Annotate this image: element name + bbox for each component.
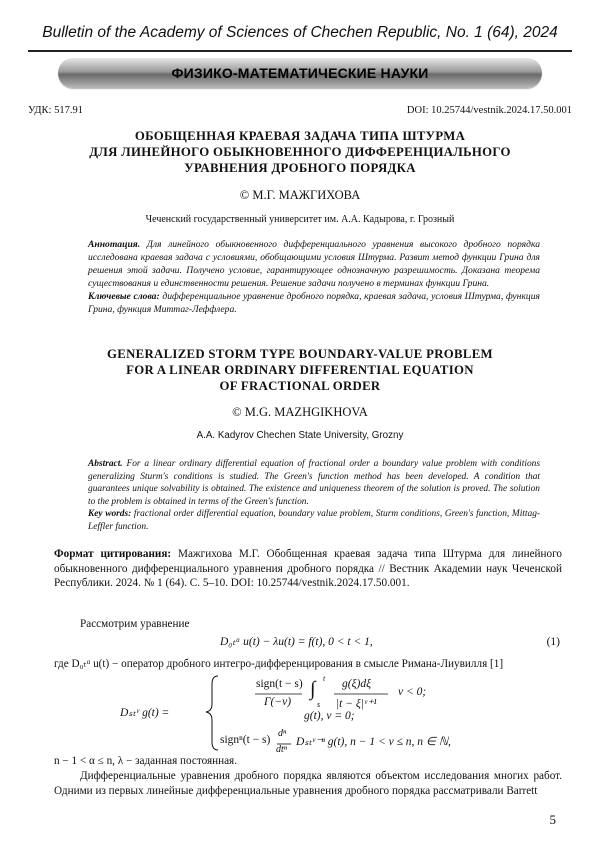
title-en-line: FOR A LINEAR ORDINARY DIFFERENTIAL EQUATION — [126, 363, 474, 377]
operator-definition-text: где D₀ₜᵅ u(t) − оператор дробного интегро-дифференцирования в смысле Римана-Лиувилля [1] — [54, 658, 504, 670]
citation-block — [54, 547, 562, 591]
formula-case1-numerator: sign(t − s) — [256, 678, 303, 690]
abstract-ru-text: Для линейного обыкновенного дифференциального уравнения высокого дробного порядка исследована краевая задача с условиями, обобщающими условия Штурма. Развит метод функции Грина для решения этой задачи. Получено условие, гарантирующее однозначную разрешимость. Доказана теорема существования и единственности решения. Решение задачи получено в терминах функции Грина. — [88, 239, 540, 289]
formula-integral-lower: s — [317, 700, 321, 709]
keywords-en-label: Key words: — [88, 509, 132, 519]
abstract-ru-label: Аннотация. — [88, 239, 141, 250]
udc-code: УДК: 517.91 — [28, 105, 83, 116]
formula-case1-denominator: Γ(−ν) — [264, 696, 292, 708]
author-en: © M.G. MAZHGIKHOVA — [232, 405, 368, 419]
keywords-ru-label: Ключевые слова: — [88, 291, 160, 302]
citation-text: Мажгихова М.Г. Обобщенная краевая задача типа Штурма для линейного обыкновенного дифференциального уравнения дробного порядка // Вестник Академии наук Чеченской Республики. 2024. № 1 (64). С. 5–10. DOI: 10.25744/vestnik.2024.17.50.001. — [54, 548, 563, 589]
formula-case1-frac-denominator: |t − ξ|ᵛ⁺¹ — [336, 698, 377, 710]
parameter-definition-text: n − 1 < α ≤ n, λ − заданная постоянная. — [54, 755, 238, 767]
title-ru-line: УРАВНЕНИЯ ДРОБНОГО ПОРЯДКА — [184, 161, 416, 175]
body-paragraph: Дифференциальные уравнения дробного порядка являются объектом исследования многих работ. Одними из первых линейные дифференциальные уравнения дробного порядка рассматривали Barrett — [54, 770, 562, 797]
formula-integral-upper: t — [323, 674, 326, 683]
abstract-ru — [88, 238, 540, 316]
title-en-line: GENERALIZED STORM TYPE BOUNDARY-VALUE PROBLEM — [107, 347, 493, 361]
journal-header: Bulletin of the Academy of Sciences of Chechen Republic, No. 1 (64), 2024 — [42, 24, 558, 41]
keywords-en-text: fractional order differential equation, boundary value problem, Sturm conditions, Green's function, Mittag-Leffler function. — [88, 509, 541, 532]
formula-case3-d-numerator: dⁿ — [278, 728, 287, 739]
abstract-en — [88, 458, 540, 533]
page-number: 5 — [549, 812, 556, 827]
intro-text: Рассмотрим уравнение — [80, 618, 190, 630]
formula-integral-sign: ∫ — [310, 678, 316, 700]
formula-case3-d-denominator: dtⁿ — [276, 744, 287, 755]
riemann-liouville-formula — [120, 672, 480, 755]
section-banner — [58, 58, 542, 88]
title-en-line: OF FRACTIONAL ORDER — [219, 379, 381, 393]
formula-lhs: Dₛₜᵛ g(t) = — [120, 707, 170, 719]
title-en — [40, 346, 560, 394]
formula-case3-prefix: signⁿ(t − s) — [220, 734, 271, 746]
abstract-en-label: Abstract. — [88, 459, 123, 469]
meta-row — [28, 105, 572, 116]
formula-case1-frac-numerator: g(ξ)dξ — [342, 678, 372, 690]
formula-case3-postfix: Dₛₜᵛ⁻ⁿ g(t), n − 1 < ν ≤ n, n ∈ ℕ, — [296, 736, 451, 748]
equation-1: D₀ₜᵅ u(t) − λu(t) = f(t), 0 < t < 1, — [220, 636, 373, 648]
section-title: ФИЗИКО-МАТЕМАТИЧЕСКИЕ НАУКИ — [171, 65, 429, 81]
keywords-ru-text: дифференциальное уравнение дробного порядка, краевая задача, условия Штурма, функция Грина, функция Миттаг-Леффлера. — [88, 291, 540, 315]
author-ru: © М.Г. МАЖГИХОВА — [239, 188, 361, 202]
title-ru — [40, 128, 560, 176]
formula-case1-condition: ν < 0; — [398, 686, 427, 698]
header-divider — [28, 50, 572, 52]
abstract-en-text: For a linear ordinary differential equation of fractional order a boundary value problem with conditions generalizing Sturm's conditions is studied. The Green's function method has been developed. A condition that guarantees unique solvability is obtained. The existence and uniqueness theorem of the solution is proved. The solution to the problem is obtained in terms of the Green's function. — [88, 459, 540, 507]
affiliation-ru: Чеченский государственный университет им. А.А. Кадырова, г. Грозный — [145, 214, 455, 225]
formula-case2: g(t), ν = 0; — [304, 710, 355, 722]
title-ru-line: ОБОБЩЕННАЯ КРАЕВАЯ ЗАДАЧА ТИПА ШТУРМА — [134, 129, 466, 143]
citation-label: Формат цитирования: — [54, 548, 172, 560]
equation-1-number: (1) — [546, 636, 560, 648]
doi: DOI: 10.25744/vestnik.2024.17.50.001 — [406, 105, 572, 116]
affiliation-en: A.A. Kadyrov Chechen State University, Grozny — [196, 430, 404, 441]
title-ru-line: ДЛЯ ЛИНЕЙНОГО ОБЫКНОВЕННОГО ДИФФЕРЕНЦИАЛЬНОГО — [89, 145, 511, 159]
